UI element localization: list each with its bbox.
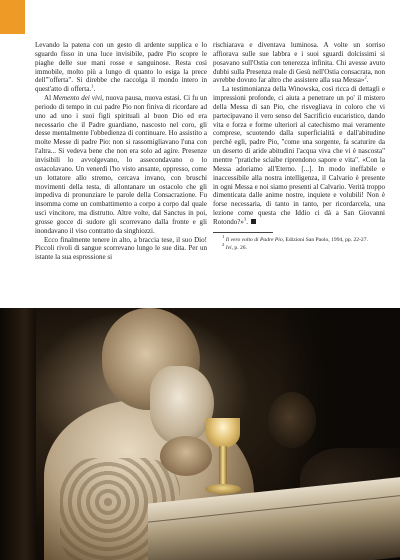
footnote-divider: [213, 232, 273, 233]
paragraph: Al Memento dei vivi, nuova pausa, nuova estasi. Ci fu un periodo di tempo in cui padre Pio non finiva di ricordare ad uno ad uno i suoi figli spirituali al buon Dio ed era necessario che il Padre guardiano, nascosto nel coro, gli desse mentalmente l'obbedienza di continuare. Ho assistito a molte Messe di padre Pio: non si rassomigliavano l'una con l'altra... Si vedeva bene che non era solo ad agire. Presenze invisibili lo avvolgevano, lo assecondavano o lo ostacolavano. Un venerdì l'ho visto ansante, oppresso, come un lottatore allo stremo, cercava invano, con bruschi movimenti della testa, di allontanare un ostacolo che gli impediva di pronunziare le parole della Consacrazione. Fu insomma come un combattimento a corpo a corpo dal quale uscì vincitore, ma distrutto. Altre volte, dal Sanctus in poi, grosse gocce di sudore gli scorrevano dalla fronte e gli inondavano il viso contratto da singhiozzi.: [35, 94, 208, 235]
section-color-tab: [0, 0, 25, 34]
paragraph: Ecco finalmente tenere in alto, a braccia tese, il suo Dio! Piccoli rivoli di sangue scorrevano lungo le sue dita. Per un istante la sua espressione si: [35, 235, 207, 262]
footnote: $^1$ Il vero volto di Padre Pio, Edizioni San Paolo, 1994, pp. 22-27.: [222, 233, 368, 243]
footnote-ref: 3: [243, 216, 247, 222]
acolyte-figure: [268, 392, 316, 448]
paragraph: La testimonianza della Winowska, così ricca di dettagli e impressioni profonde, ci aiuta a penetrare un po' il mistero della Messa di san Pio, che risvegliava in coloro che vi partecipavano il vero senso del Sacrificio eucaristico, dando vita e forza e forme ulteriori al catechismo mai veramente comprese, scuotendo dalla superficialità e dall'abitudine perché egli, padre Pio, "come una sorgente, fa scaturire da un deserto di aride abitudini l'acqua viva che vi è nascosta" mentre "pratiche sciaibe riprendono sapore e vita". «Con la Messa adoriamo all'Eterno. [...]. In modo ineffabile e inaccessibile alla nostra intelligenza, il Calvario è presente in ogni Messa e noi siamo presenti al Calvario. Verità troppo dimenticata dalle anime nostre, inquiete e volubili! Non è forse necessaria, di tanto in tanto, per ricordarcela, una lezione come questa che Iddio ci dà a San Giovanni Rotondo?»$^3$.: [213, 85, 385, 226]
paragraph: rischiarava e diventava luminosa. A volte un sorriso affiorava sulle sue labbra e i suoi sguardi dolcissimi si posavano sull'Ostia con tenerezza infinita. Chi avesse avuto dubbi sulla Presenza reale di Gesù nell'Ostia consacrata, non avrebbe dovuto far altro che assistere alla sua Messa»$^2$.: [213, 41, 385, 85]
footnote-ref: 1: [91, 83, 94, 89]
footnote-ref: 2: [364, 75, 367, 81]
text-column-right: [213, 41, 385, 252]
chalice-icon: [206, 418, 240, 448]
hand: [160, 436, 212, 476]
text-column-left: [35, 41, 207, 262]
end-of-article-mark: [251, 219, 256, 224]
footnote: $^2$ Ivi, p. 26.: [222, 241, 247, 251]
padre-pio-mass-photo: [0, 308, 400, 560]
paragraph: Levando la patena con un gesto di ardente supplica e lo sguardo fisso in una luce invisibile, padre Pio scopre le piaghe delle sue mani rosse e sanguinose. Resta così immobile, molto più a lungo di quanto lo esiga la prece dell'"offerta". Si direbbe che raccolga il mondo intero in quest'atto di offerta.$^1$.: [35, 41, 207, 94]
